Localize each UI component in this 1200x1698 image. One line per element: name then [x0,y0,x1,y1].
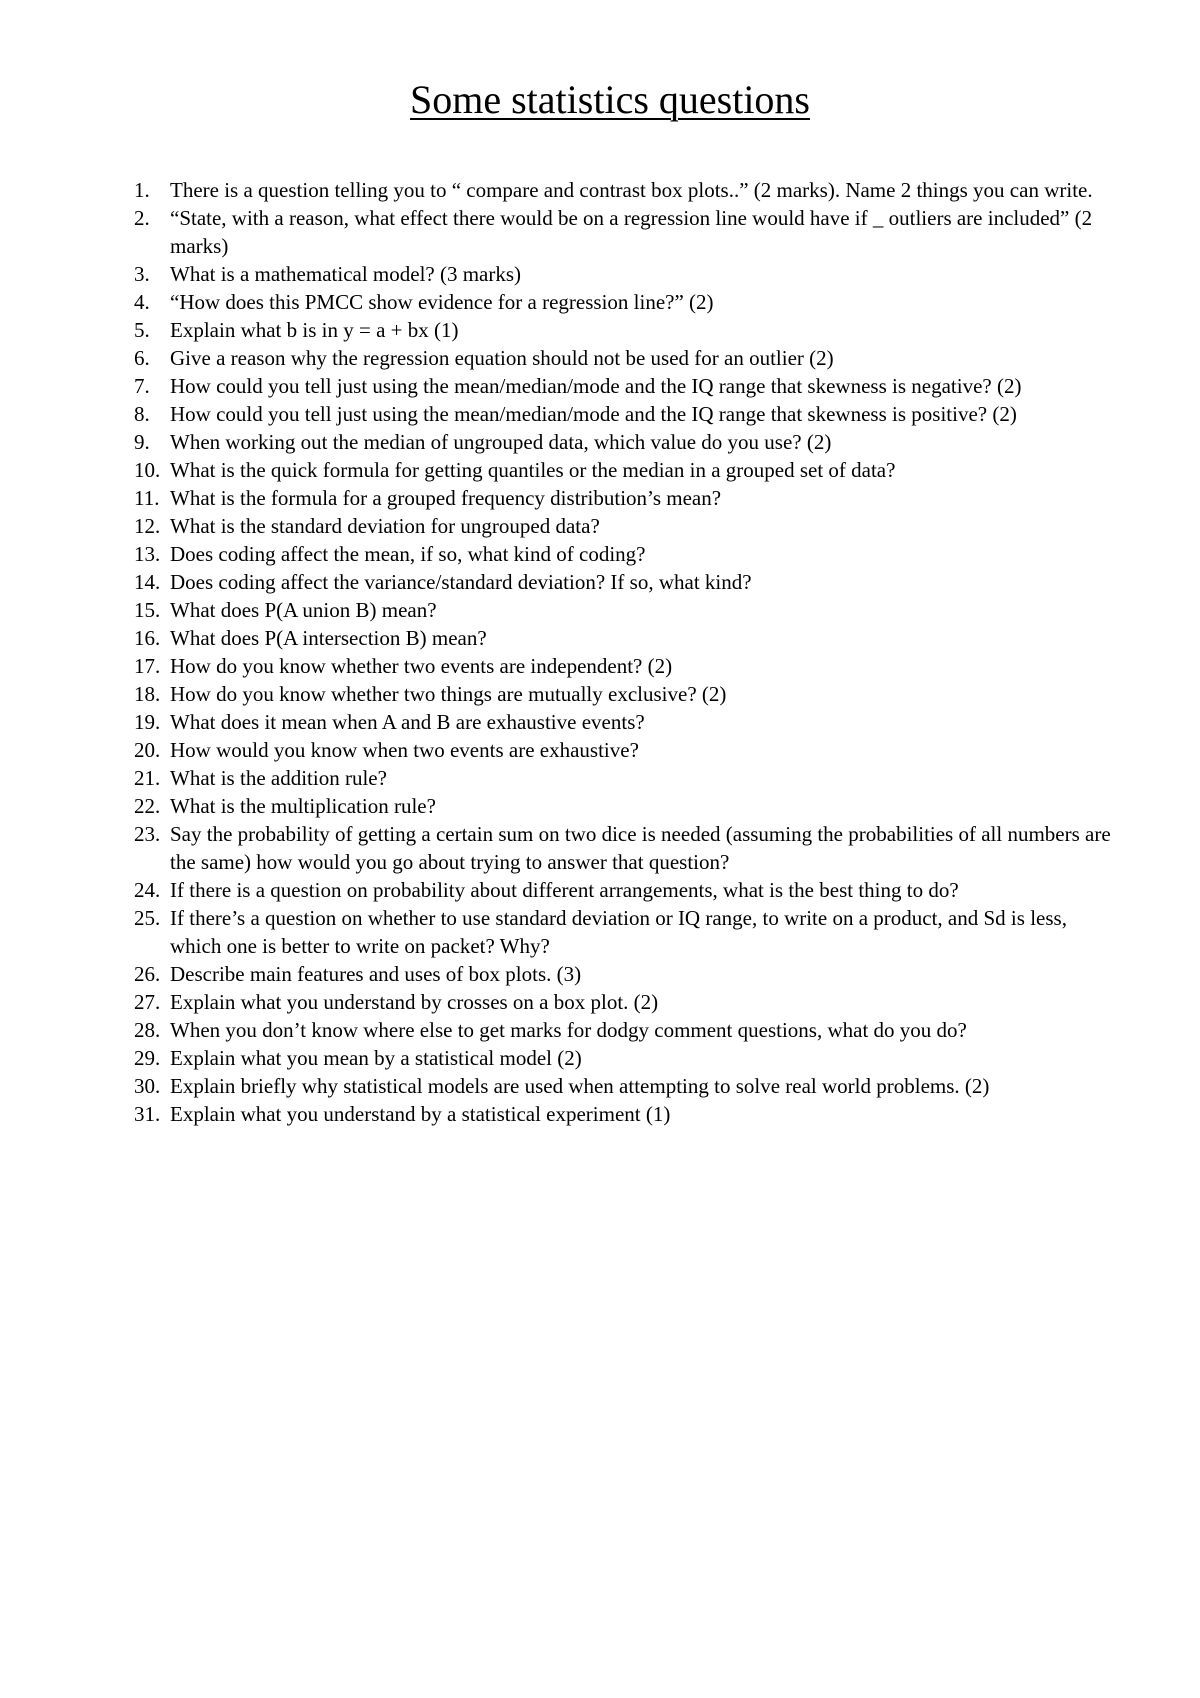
question-number: 15. [134,598,161,622]
question-text: How could you tell just using the mean/median/mode and the IQ range that skewness is positive? (2) [170,402,1017,426]
question-item [0,1072,1200,1100]
question-number: 31. [134,1102,161,1126]
question-text: What is the multiplication rule? [170,794,436,818]
question-number: 23. [134,822,161,846]
question-text: What does P(A intersection B) mean? [170,626,487,650]
question-item [0,792,1200,820]
question-number: 29. [134,1046,161,1070]
question-item [0,904,1200,960]
question-item [0,988,1200,1016]
question-item [0,456,1200,484]
question-text: Give a reason why the regression equation should not be used for an outlier (2) [170,346,834,370]
question-number: 9. [134,430,150,454]
question-number: 3. [134,262,150,286]
question-item [0,344,1200,372]
question-number: 22. [134,794,161,818]
question-text: How do you know whether two events are independent? (2) [170,654,673,678]
question-number: 27. [134,990,161,1014]
question-item [0,1016,1200,1044]
question-number: 7. [134,374,150,398]
question-number: 17. [134,654,161,678]
question-text: What is the addition rule? [170,766,387,790]
question-text: What does P(A union B) mean? [170,598,437,622]
question-item [0,428,1200,456]
question-text: Explain what you understand by a statistical experiment (1) [170,1102,671,1126]
question-text: What is a mathematical model? (3 marks) [170,262,522,286]
question-number: 28. [134,1018,161,1042]
question-item [0,764,1200,792]
question-text: Describe main features and uses of box plots. (3) [170,962,582,986]
question-text: “State, with a reason, what effect there would be on a regression line would have if _ outliers are included” (2 marks) [170,206,1093,258]
question-item [0,400,1200,428]
question-item [0,372,1200,400]
page-title: Some statistics questions [410,77,810,122]
question-item [0,624,1200,652]
question-item [0,960,1200,988]
question-item [0,820,1200,876]
question-item [0,680,1200,708]
question-item [0,652,1200,680]
question-item [0,204,1200,260]
question-text: “How does this PMCC show evidence for a regression line?” (2) [170,290,714,314]
question-text: Explain briefly why statistical models are used when attempting to solve real world problems. (2) [170,1074,990,1098]
question-number: 4. [134,290,150,314]
question-item [0,568,1200,596]
question-text: Does coding affect the mean, if so, what kind of coding? [170,542,646,566]
question-text: Explain what you mean by a statistical model (2) [170,1046,582,1070]
question-number: 8. [134,402,150,426]
question-text: Does coding affect the variance/standard deviation? If so, what kind? [170,570,752,594]
question-number: 24. [134,878,161,902]
question-text: How do you know whether two things are mutually exclusive? (2) [170,682,727,706]
question-number: 30. [134,1074,161,1098]
question-item [0,484,1200,512]
question-text: What is the standard deviation for ungrouped data? [170,514,600,538]
question-text: If there is a question on probability about different arrangements, what is the best thing to do? [170,878,959,902]
question-text: What is the formula for a grouped frequency distribution’s mean? [170,486,722,510]
question-item [0,316,1200,344]
question-number: 6. [134,346,150,370]
question-number: 5. [134,318,150,342]
question-number: 12. [134,514,161,538]
question-text: If there’s a question on whether to use standard deviation or IQ range, to write on a product, and Sd is less, which one is better to write on packet? Why? [170,906,1067,958]
question-number: 10. [134,458,161,482]
question-text: There is a question telling you to “ compare and contrast box plots..” (2 marks). Name 2 things you can write. [170,178,1093,202]
question-number: 13. [134,542,161,566]
question-text: What is the quick formula for getting quantiles or the median in a grouped set of data? [170,458,896,482]
question-number: 18. [134,682,161,706]
question-number: 21. [134,766,161,790]
question-item [0,512,1200,540]
question-text: Explain what you understand by crosses on a box plot. (2) [170,990,659,1014]
question-item [0,736,1200,764]
question-number: 1. [134,178,150,202]
question-item [0,260,1200,288]
question-text: Say the probability of getting a certain sum on two dice is needed (assuming the probabilities of all numbers are the same) how would you go about trying to answer that question? [170,822,1111,874]
question-item [0,1044,1200,1072]
question-number: 25. [134,906,161,930]
question-item [0,708,1200,736]
question-text: What does it mean when A and B are exhaustive events? [170,710,645,734]
question-item [0,596,1200,624]
question-text: When working out the median of ungrouped data, which value do you use? (2) [170,430,832,454]
question-item [0,876,1200,904]
question-number: 19. [134,710,161,734]
question-number: 11. [134,486,160,510]
question-number: 20. [134,738,161,762]
question-text: How could you tell just using the mean/median/mode and the IQ range that skewness is negative? (2) [170,374,1022,398]
question-list [0,176,1200,1128]
question-item [0,1100,1200,1128]
question-item [0,176,1200,204]
question-text: How would you know when two events are exhaustive? [170,738,639,762]
question-number: 16. [134,626,161,650]
question-number: 14. [134,570,161,594]
question-item [0,540,1200,568]
question-item [0,288,1200,316]
question-text: When you don’t know where else to get marks for dodgy comment questions, what do you do? [170,1018,967,1042]
question-number: 2. [134,206,150,230]
question-text: Explain what b is in y = a + bx (1) [170,318,459,342]
question-number: 26. [134,962,161,986]
